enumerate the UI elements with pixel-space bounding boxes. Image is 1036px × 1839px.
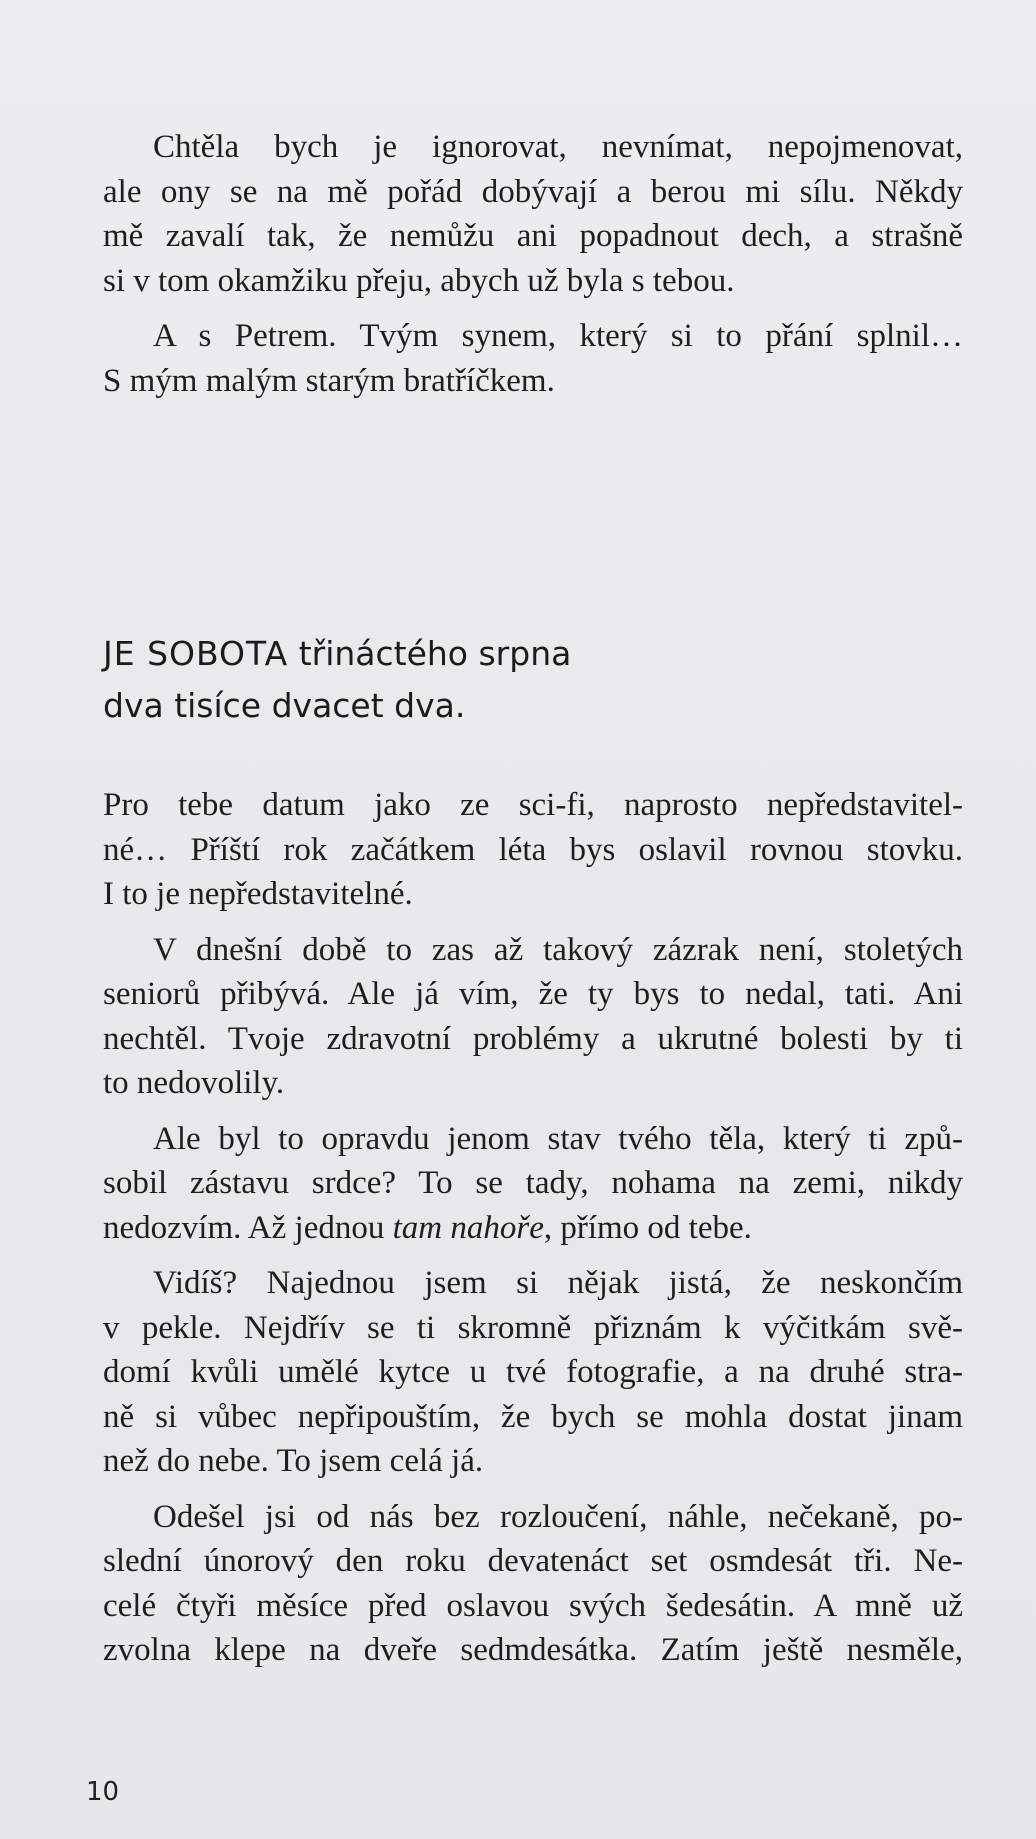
text-line: si v tom okamžiku přeju, abych už byla s tebou. [103,262,735,299]
text-line: Chtěla bych je ignorovat, nevnímat, nepojmenovat, [153,129,963,165]
paragraph [103,783,963,917]
chapter-heading-line: dva tisíce dvacet dva. [103,686,466,725]
text-line: A s Petrem. Tvým synem, který si to přání splnil… [153,318,963,354]
text-fragment: , přímo od tebe. [543,1209,752,1246]
text-line: Odešel jsi od nás bez rozloučení, náhle, nečekaně, po- [153,1498,963,1535]
paragraph [103,928,963,1106]
chapter-heading-caps: JE SOBOTA [103,634,289,673]
text-fragment: nedozvím. Až jednou [103,1209,393,1246]
text-line: I to je nepředstavitelné. [103,876,413,912]
text-block-top [103,125,963,403]
text-line: Ale byl to opravdu jenom stav tvého těla, který ti způ- [153,1120,963,1157]
text-line: celé čtyři měsíce před oslavou svých šedesátin. A mně už [103,1587,963,1624]
paragraph [103,125,963,303]
text-line: ně si vůbec nepřipouštím, že bych se mohla dostat jinam [103,1398,963,1435]
text-line: nechtěl. Tvoje zdravotní problémy a ukrutné bolesti by ti [103,1020,963,1057]
text-line: V dnešní době to zas až takový zázrak není, stoletých [153,931,963,968]
text-line: domí kvůli umělé kytce u tvé fotografie, a na druhé stra- [103,1354,963,1390]
chapter-heading [103,628,571,732]
italic-text: tam nahoře [392,1209,544,1246]
chapter-heading-line [103,628,571,680]
text-line: ale ony se na mě pořád dobývají a berou mi sílu. Někdy [103,173,963,210]
text-line: S mým malým starým bratříčkem. [103,362,555,399]
paragraph [103,1117,963,1251]
chapter-heading-rest: třináctého srpna [288,634,572,673]
text-line: né… Příští rok začátkem léta bys oslavil rovnou stovku. [103,831,963,868]
text-line: to nedovolily. [103,1065,285,1101]
paragraph [103,314,963,403]
text-line [103,1206,963,1251]
paragraph [103,1261,963,1484]
text-line: zvolna klepe na dveře sedmdesátka. Zatím ještě nesměle, [103,1632,963,1668]
paragraph [103,1495,963,1673]
text-line: v pekle. Nejdřív se ti skromně přiznám k výčitkám svě- [103,1309,963,1346]
page-number: 10 [86,1777,120,1807]
text-line: než do nebe. To jsem celá já. [103,1443,484,1479]
text-line: slední únorový den roku devatenáct set osmdesát tři. Ne- [103,1543,963,1579]
text-line: Pro tebe datum jako ze sci-fi, naprosto nepředstavitel- [103,787,963,823]
text-block-main [103,783,963,1673]
text-line: seniorů přibývá. Ale já vím, že ty bys to nedal, tati. Ani [103,976,963,1012]
text-line: sobil zástavu srdce? To se tady, nohama na zemi, nikdy [103,1165,963,1201]
text-line: Vidíš? Najednou jsem si nějak jistá, že neskončím [153,1265,963,1301]
text-line: mě zavalí tak, že nemůžu ani popadnout dech, a strašně [103,218,963,254]
